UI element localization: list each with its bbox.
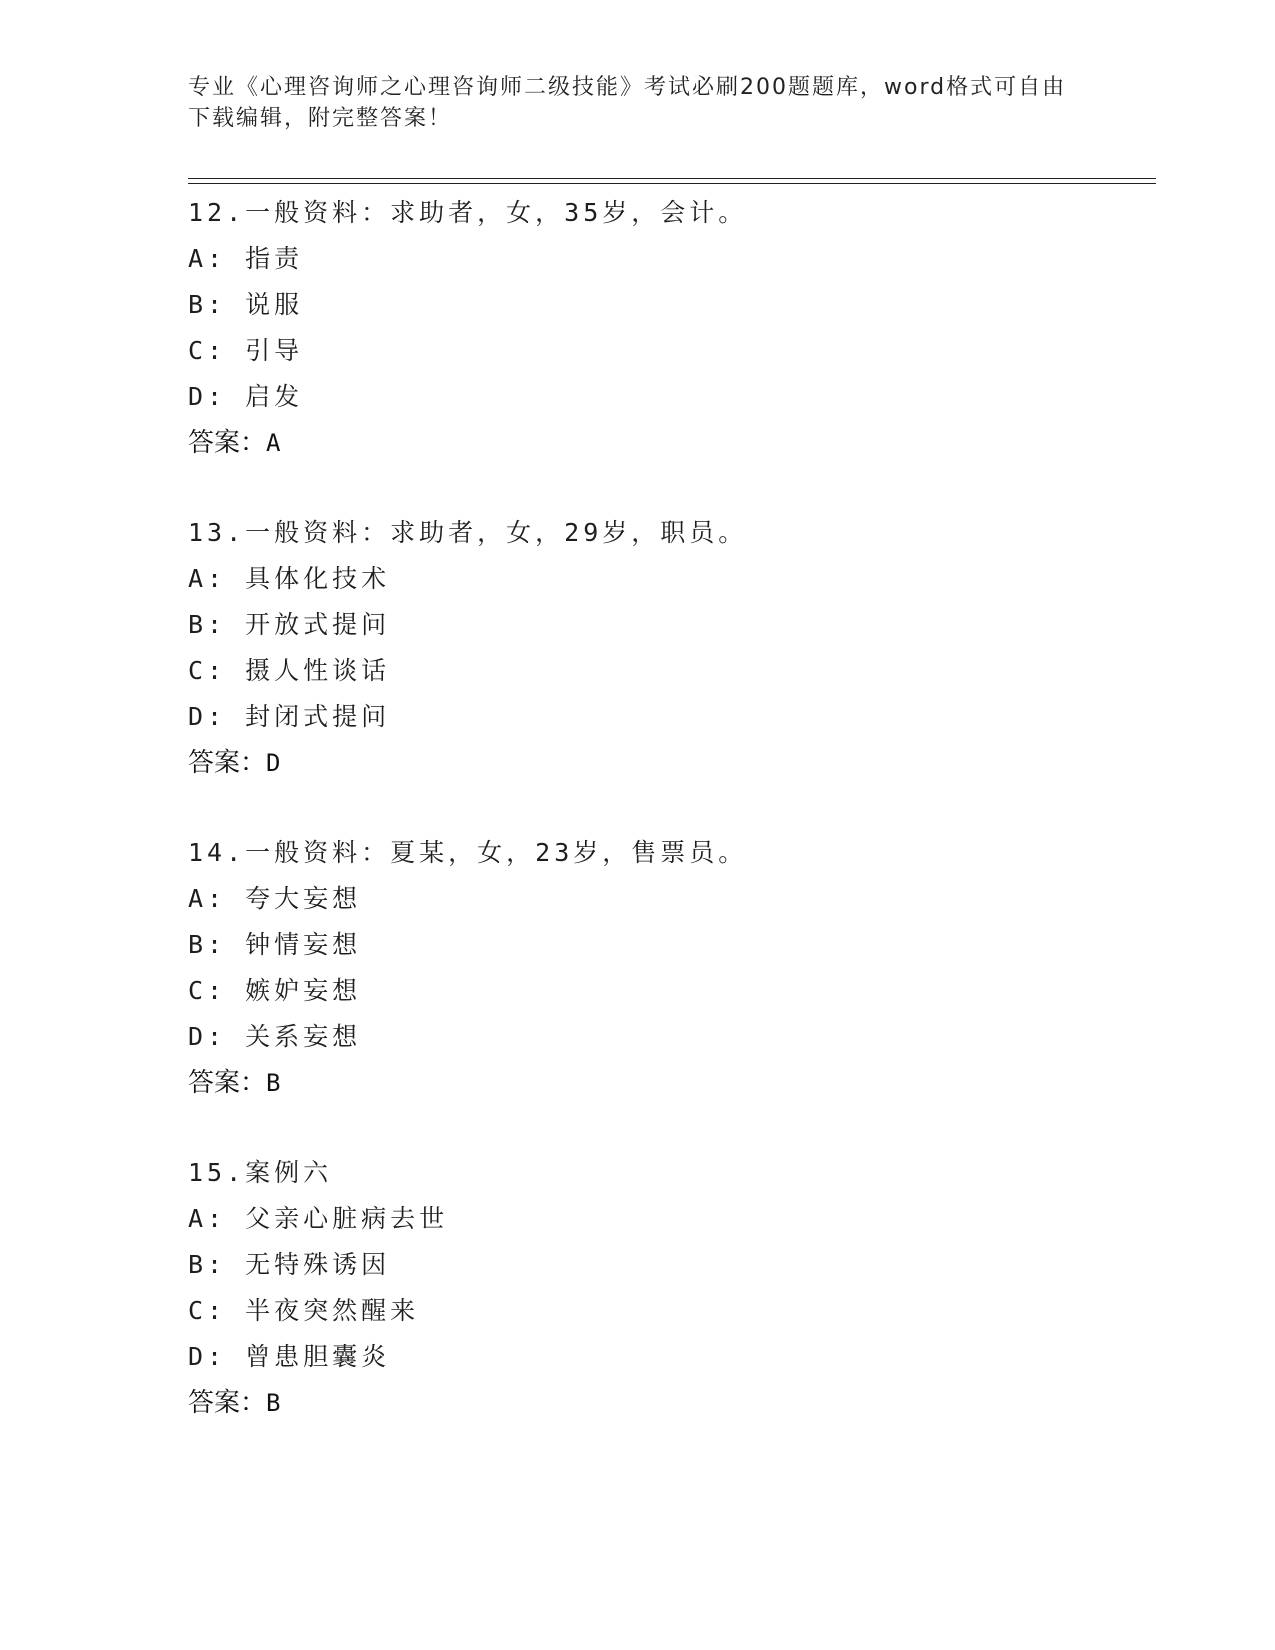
- question-number: 12.: [188, 198, 246, 227]
- option-c: [188, 328, 1148, 374]
- option-label: C:: [188, 1296, 227, 1325]
- option-text: 嫉妒妄想: [245, 976, 362, 1005]
- question-text: 案例六: [245, 1158, 333, 1187]
- option-d: [188, 1014, 1148, 1060]
- option-c: [188, 648, 1148, 694]
- option-text: 封闭式提问: [245, 702, 391, 731]
- option-b: [188, 602, 1148, 648]
- option-label: B:: [188, 930, 227, 959]
- question-text: 一般资料：求助者，女，35岁，会计。: [245, 198, 748, 227]
- header-divider-bottom: [188, 183, 1156, 184]
- option-d: [188, 374, 1148, 420]
- option-text: 夸大妄想: [245, 884, 362, 913]
- answer-line: [188, 1380, 1148, 1426]
- question-15: [188, 1150, 1148, 1470]
- option-text: 钟情妄想: [245, 930, 362, 959]
- question-14: [188, 830, 1148, 1150]
- answer-label: 答案：: [188, 1388, 267, 1418]
- question-12: [188, 190, 1148, 510]
- option-d: [188, 1334, 1148, 1380]
- document-header: 专业《心理咨询师之心理咨询师二级技能》考试必刷200题题库，word格式可自由下载编辑，附完整答案！: [188, 75, 1067, 131]
- option-text: 说服: [245, 290, 304, 319]
- option-text: 关系妄想: [245, 1022, 362, 1051]
- question-number: 14.: [188, 838, 246, 867]
- option-text: 启发: [245, 382, 304, 411]
- option-text: 引导: [245, 336, 304, 365]
- question-stem: [188, 830, 1148, 876]
- question-stem: [188, 190, 1148, 236]
- option-label: D:: [188, 382, 227, 411]
- answer-value: B: [266, 1389, 281, 1417]
- option-label: D:: [188, 702, 227, 731]
- option-label: D:: [188, 1342, 227, 1371]
- option-text: 指责: [245, 244, 304, 273]
- option-text: 摄人性谈话: [245, 656, 391, 685]
- option-label: C:: [188, 976, 227, 1005]
- option-label: A:: [188, 1204, 227, 1233]
- option-label: C:: [188, 656, 227, 685]
- header-divider-top: [188, 178, 1156, 179]
- answer-label: 答案：: [188, 748, 267, 778]
- option-d: [188, 694, 1148, 740]
- option-a: [188, 876, 1148, 922]
- option-a: [188, 556, 1148, 602]
- option-b: [188, 1242, 1148, 1288]
- option-a: [188, 236, 1148, 282]
- option-text: 无特殊诱因: [245, 1250, 391, 1279]
- option-label: B:: [188, 1250, 227, 1279]
- option-c: [188, 968, 1148, 1014]
- question-text: 一般资料：求助者，女，29岁，职员。: [245, 518, 748, 547]
- question-number: 15.: [188, 1158, 246, 1187]
- answer-value: A: [266, 429, 281, 457]
- question-number: 13.: [188, 518, 246, 547]
- answer-label: 答案：: [188, 428, 267, 458]
- option-label: B:: [188, 610, 227, 639]
- question-13: [188, 510, 1148, 830]
- answer-label: 答案：: [188, 1068, 267, 1098]
- answer-line: [188, 1060, 1148, 1106]
- question-stem: [188, 510, 1148, 556]
- option-a: [188, 1196, 1148, 1242]
- option-text: 半夜突然醒来: [245, 1296, 420, 1325]
- option-label: D:: [188, 1022, 227, 1051]
- option-text: 开放式提问: [245, 610, 391, 639]
- option-label: B:: [188, 290, 227, 319]
- option-c: [188, 1288, 1148, 1334]
- option-text: 具体化技术: [245, 564, 391, 593]
- option-label: A:: [188, 244, 227, 273]
- option-text: 父亲心脏病去世: [245, 1204, 449, 1233]
- option-b: [188, 922, 1148, 968]
- option-label: C:: [188, 336, 227, 365]
- question-stem: [188, 1150, 1148, 1196]
- option-b: [188, 282, 1148, 328]
- option-text: 曾患胆囊炎: [245, 1342, 391, 1371]
- question-text: 一般资料：夏某，女，23岁，售票员。: [245, 838, 748, 867]
- question-list: [188, 190, 1148, 1470]
- answer-line: [188, 740, 1148, 786]
- option-label: A:: [188, 884, 227, 913]
- answer-value: D: [266, 749, 281, 777]
- answer-line: [188, 420, 1148, 466]
- option-label: A:: [188, 564, 227, 593]
- answer-value: B: [266, 1069, 281, 1097]
